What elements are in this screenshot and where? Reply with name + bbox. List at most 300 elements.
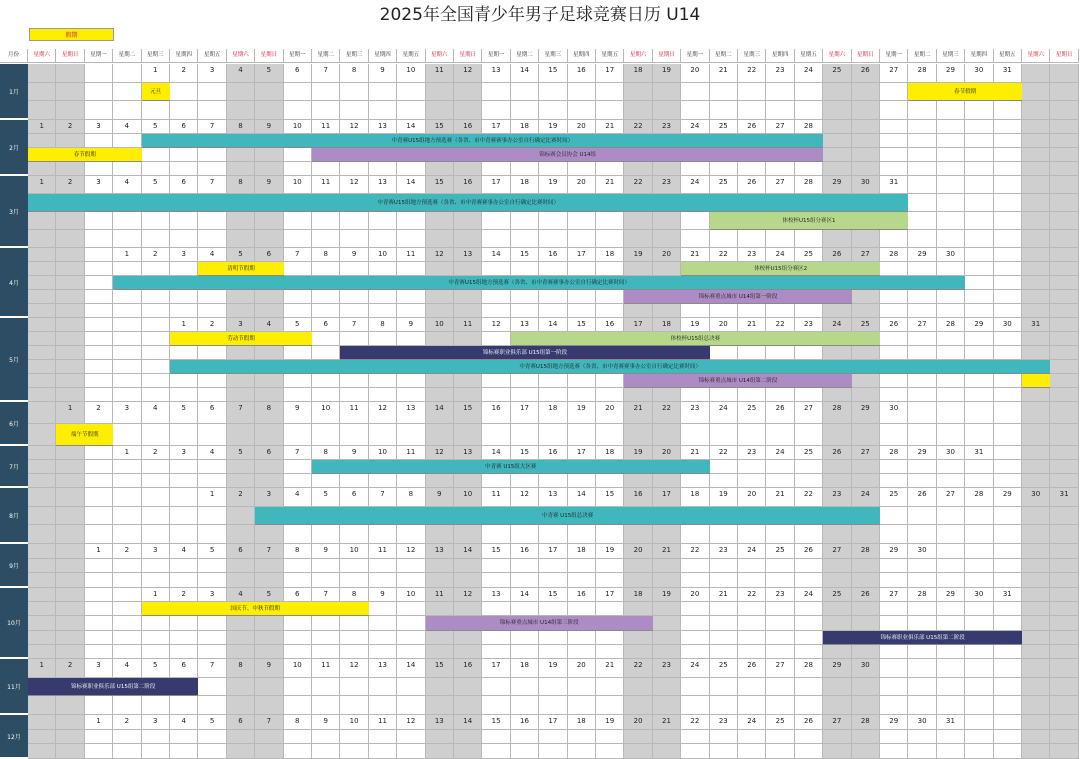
- grid-cell: [681, 645, 709, 659]
- grid-cell: [369, 83, 397, 102]
- grid-cell: [880, 388, 908, 402]
- grid-cell: [198, 212, 226, 230]
- day-cell: 4: [198, 446, 226, 460]
- day-cell: 19: [596, 715, 624, 730]
- day-cell: 29: [937, 64, 965, 83]
- grid-cell: [568, 474, 596, 488]
- grid-cell: [511, 424, 539, 446]
- grid-cell: [340, 631, 368, 645]
- grid-cell: [653, 304, 681, 318]
- grid-cell: [227, 744, 255, 759]
- grid-cell: [908, 602, 936, 616]
- grid-cell: [965, 230, 993, 248]
- grid-cell: [28, 402, 56, 424]
- day-cell: 6: [227, 715, 255, 730]
- grid-cell: [56, 744, 84, 759]
- event-bar: 中青赛U15组地方预选赛（各省、市中青赛赛事办公室自行确定比赛时间）: [142, 134, 824, 148]
- grid-cell: [908, 525, 936, 544]
- grid-cell: [568, 388, 596, 402]
- grid-cell: [965, 194, 993, 212]
- grid-cell: [369, 696, 397, 715]
- grid-cell: [397, 162, 425, 176]
- grid-cell: [738, 83, 766, 102]
- grid-cell: [539, 162, 567, 176]
- day-cell: 29: [937, 588, 965, 602]
- grid-cell: [852, 101, 880, 120]
- grid-cell: [454, 212, 482, 230]
- day-cell: 26: [852, 64, 880, 83]
- event-bar: 劳动节假期: [170, 332, 312, 346]
- day-cell: 8: [340, 64, 368, 83]
- grid-cell: [994, 715, 1022, 730]
- grid-cell: [937, 616, 965, 630]
- grid-cell: [908, 559, 936, 574]
- weekday-header: 星期日: [1050, 49, 1078, 63]
- day-cell: 1: [28, 176, 56, 194]
- grid-cell: [426, 304, 454, 318]
- grid-cell: [994, 276, 1022, 290]
- grid-cell: [340, 696, 368, 715]
- event-bar: 清明节假期: [198, 262, 283, 276]
- grid-cell: [937, 176, 965, 194]
- grid-cell: [397, 262, 425, 276]
- grid-cell: [511, 290, 539, 304]
- grid-cell: [624, 678, 652, 697]
- grid-cell: [454, 645, 482, 659]
- grid-cell: [880, 659, 908, 678]
- grid-cell: [397, 645, 425, 659]
- grid-cell: [56, 525, 84, 544]
- day-cell: 9: [284, 402, 312, 424]
- grid-cell: [511, 304, 539, 318]
- grid-cell: [908, 744, 936, 759]
- grid-cell: [823, 230, 851, 248]
- day-cell: 2: [170, 588, 198, 602]
- day-cell: 29: [994, 488, 1022, 507]
- grid-cell: [369, 388, 397, 402]
- grid-cell: [766, 304, 794, 318]
- grid-cell: [766, 696, 794, 715]
- day-cell: 23: [681, 402, 709, 424]
- grid-cell: [568, 744, 596, 759]
- day-cell: 25: [710, 120, 738, 134]
- grid-cell: [994, 616, 1022, 630]
- grid-cell: [369, 631, 397, 645]
- grid-cell: [227, 645, 255, 659]
- grid-cell: [653, 645, 681, 659]
- day-cell: 25: [766, 544, 794, 559]
- grid-cell: [1050, 262, 1078, 276]
- grid-cell: [1022, 162, 1050, 176]
- grid-cell: [1050, 162, 1078, 176]
- day-cell: 7: [284, 446, 312, 460]
- grid-cell: [795, 474, 823, 488]
- grid-cell: [284, 304, 312, 318]
- grid-cell: [56, 101, 84, 120]
- grid-cell: [284, 290, 312, 304]
- grid-cell: [823, 120, 851, 134]
- day-cell: 4: [227, 64, 255, 83]
- grid-cell: [255, 290, 283, 304]
- grid-cell: [511, 101, 539, 120]
- grid-cell: [766, 388, 794, 402]
- day-cell: 7: [312, 588, 340, 602]
- grid-cell: [142, 346, 170, 360]
- grid-cell: [994, 645, 1022, 659]
- day-cell: 14: [511, 588, 539, 602]
- day-cell: 29: [880, 715, 908, 730]
- weekday-header: 星期一: [85, 49, 113, 63]
- grid-cell: [85, 248, 113, 262]
- weekday-header: 星期六: [624, 49, 652, 63]
- day-cell: 12: [340, 176, 368, 194]
- grid-cell: [624, 83, 652, 102]
- day-cell: 9: [255, 120, 283, 134]
- month-label: 6月: [0, 402, 28, 446]
- grid-cell: [568, 424, 596, 446]
- grid-cell: [823, 696, 851, 715]
- grid-cell: [198, 678, 226, 697]
- grid-cell: [426, 332, 454, 346]
- grid-cell: [1050, 696, 1078, 715]
- grid-cell: [1022, 715, 1050, 730]
- grid-cell: [284, 162, 312, 176]
- grid-cell: [454, 83, 482, 102]
- weekday-header: 星期五: [198, 49, 226, 63]
- day-cell: 29: [965, 318, 993, 332]
- grid-cell: [426, 424, 454, 446]
- grid-cell: [852, 460, 880, 474]
- day-cell: 16: [454, 176, 482, 194]
- grid-cell: [852, 730, 880, 745]
- grid-cell: [312, 388, 340, 402]
- day-cell: 15: [539, 588, 567, 602]
- grid-cell: [482, 304, 510, 318]
- day-cell: 2: [170, 64, 198, 83]
- grid-cell: [738, 645, 766, 659]
- day-cell: 26: [738, 659, 766, 678]
- grid-cell: [284, 744, 312, 759]
- grid-cell: [823, 645, 851, 659]
- day-cell: 27: [766, 176, 794, 194]
- grid-cell: [596, 374, 624, 388]
- grid-cell: [880, 474, 908, 488]
- day-cell: 5: [255, 588, 283, 602]
- grid-cell: [624, 424, 652, 446]
- grid-cell: [596, 388, 624, 402]
- grid-cell: [965, 374, 993, 388]
- day-cell: 5: [284, 318, 312, 332]
- grid-cell: [454, 678, 482, 697]
- grid-cell: [227, 230, 255, 248]
- grid-cell: [142, 744, 170, 759]
- month-label: 3月: [0, 176, 28, 248]
- day-cell: 21: [596, 659, 624, 678]
- grid-cell: [340, 559, 368, 574]
- grid-cell: [85, 507, 113, 526]
- event-bar: 春节假期: [28, 148, 142, 162]
- day-cell: 2: [198, 318, 226, 332]
- grid-cell: [823, 388, 851, 402]
- grid-cell: [28, 744, 56, 759]
- grid-cell: [170, 573, 198, 588]
- day-cell: 11: [312, 176, 340, 194]
- day-cell: 3: [113, 402, 141, 424]
- grid-cell: [568, 230, 596, 248]
- day-cell: 18: [568, 715, 596, 730]
- day-cell: 19: [539, 659, 567, 678]
- day-cell: 30: [965, 588, 993, 602]
- grid-cell: [284, 148, 312, 162]
- grid-cell: [852, 134, 880, 148]
- weekday-header: 星期六: [426, 49, 454, 63]
- event-bar: 元旦: [142, 83, 170, 102]
- grid-cell: [56, 212, 84, 230]
- grid-cell: [454, 388, 482, 402]
- grid-cell: [965, 388, 993, 402]
- day-cell: 19: [653, 588, 681, 602]
- grid-cell: [56, 346, 84, 360]
- grid-cell: [852, 290, 880, 304]
- month-label: 9月: [0, 544, 28, 588]
- day-cell: 1: [142, 64, 170, 83]
- day-cell: 7: [312, 64, 340, 83]
- day-cell: 5: [142, 659, 170, 678]
- day-cell: 2: [142, 248, 170, 262]
- day-cell: 25: [710, 659, 738, 678]
- grid-cell: [511, 162, 539, 176]
- day-cell: 27: [795, 402, 823, 424]
- grid-cell: [142, 616, 170, 630]
- grid-cell: [56, 631, 84, 645]
- grid-cell: [852, 645, 880, 659]
- grid-cell: [596, 730, 624, 745]
- grid-cell: [738, 230, 766, 248]
- grid-cell: [965, 573, 993, 588]
- grid-cell: [880, 616, 908, 630]
- grid-cell: [227, 388, 255, 402]
- grid-cell: [994, 212, 1022, 230]
- grid-cell: [596, 304, 624, 318]
- grid-cell: [511, 230, 539, 248]
- grid-cell: [880, 134, 908, 148]
- day-cell: 28: [908, 588, 936, 602]
- grid-cell: [511, 374, 539, 388]
- grid-cell: [937, 525, 965, 544]
- grid-cell: [1050, 360, 1078, 374]
- day-cell: 22: [795, 488, 823, 507]
- day-cell: 16: [511, 544, 539, 559]
- day-cell: 15: [426, 659, 454, 678]
- grid-cell: [823, 678, 851, 697]
- grid-cell: [340, 374, 368, 388]
- grid-cell: [113, 346, 141, 360]
- day-cell: 23: [710, 715, 738, 730]
- day-cell: 5: [227, 446, 255, 460]
- day-cell: 24: [710, 402, 738, 424]
- grid-cell: [454, 101, 482, 120]
- grid-cell: [1022, 507, 1050, 526]
- grid-cell: [1022, 230, 1050, 248]
- grid-cell: [113, 744, 141, 759]
- grid-cell: [624, 304, 652, 318]
- day-cell: 18: [539, 402, 567, 424]
- grid-cell: [766, 101, 794, 120]
- grid-cell: [454, 525, 482, 544]
- grid-cell: [710, 474, 738, 488]
- grid-cell: [681, 730, 709, 745]
- grid-cell: [1050, 346, 1078, 360]
- grid-cell: [965, 678, 993, 697]
- grid-cell: [85, 374, 113, 388]
- grid-cell: [710, 304, 738, 318]
- day-cell: 17: [568, 248, 596, 262]
- grid-cell: [142, 460, 170, 474]
- grid-cell: [568, 304, 596, 318]
- grid-cell: [397, 304, 425, 318]
- grid-cell: [284, 631, 312, 645]
- grid-cell: [397, 744, 425, 759]
- grid-cell: [227, 83, 255, 102]
- grid-cell: [340, 230, 368, 248]
- weekday-header: 星期一: [880, 49, 908, 63]
- grid-cell: [56, 730, 84, 745]
- day-cell: 20: [681, 64, 709, 83]
- grid-cell: [908, 134, 936, 148]
- event-bar: 体校杯U15组总决赛: [511, 332, 880, 346]
- grid-cell: [880, 304, 908, 318]
- grid-cell: [994, 304, 1022, 318]
- day-cell: 3: [142, 715, 170, 730]
- day-cell: 4: [142, 402, 170, 424]
- grid-cell: [255, 696, 283, 715]
- month-label: 10月: [0, 588, 28, 659]
- day-cell: 26: [766, 402, 794, 424]
- grid-cell: [937, 678, 965, 697]
- grid-cell: [369, 559, 397, 574]
- grid-cell: [1022, 474, 1050, 488]
- grid-cell: [170, 616, 198, 630]
- month-label: 5月: [0, 318, 28, 402]
- grid-cell: [965, 744, 993, 759]
- grid-cell: [198, 696, 226, 715]
- grid-cell: [937, 262, 965, 276]
- grid-cell: [539, 388, 567, 402]
- day-cell: 11: [369, 544, 397, 559]
- grid-cell: [142, 645, 170, 659]
- grid-cell: [568, 290, 596, 304]
- event-bar: 中青赛U15组地方预选赛（各省、市中青赛赛事办公室自行确定比赛时间）: [113, 276, 965, 290]
- grid-cell: [454, 332, 482, 346]
- day-cell: 23: [766, 588, 794, 602]
- day-cell: 14: [454, 715, 482, 730]
- grid-cell: [142, 573, 170, 588]
- day-cell: 23: [710, 544, 738, 559]
- day-cell: 22: [653, 402, 681, 424]
- grid-cell: [1050, 134, 1078, 148]
- grid-cell: [227, 148, 255, 162]
- grid-cell: [795, 230, 823, 248]
- grid-cell: [397, 559, 425, 574]
- grid-cell: [823, 616, 851, 630]
- day-cell: 29: [823, 176, 851, 194]
- grid-cell: [994, 659, 1022, 678]
- day-cell: 22: [681, 715, 709, 730]
- day-cell: 23: [795, 318, 823, 332]
- day-cell: 21: [653, 715, 681, 730]
- grid-cell: [198, 573, 226, 588]
- day-cell: 20: [681, 588, 709, 602]
- grid-cell: [56, 64, 84, 83]
- grid-cell: [198, 101, 226, 120]
- grid-cell: [965, 148, 993, 162]
- grid-cell: [624, 730, 652, 745]
- grid-cell: [539, 696, 567, 715]
- grid-cell: [28, 424, 56, 446]
- grid-cell: [738, 602, 766, 616]
- grid-cell: [1022, 290, 1050, 304]
- grid-cell: [852, 616, 880, 630]
- day-cell: 17: [568, 446, 596, 460]
- grid-cell: [823, 602, 851, 616]
- grid-cell: [28, 460, 56, 474]
- day-cell: 1: [85, 715, 113, 730]
- grid-cell: [1022, 176, 1050, 194]
- grid-cell: [937, 460, 965, 474]
- grid-cell: [653, 212, 681, 230]
- grid-cell: [1050, 446, 1078, 460]
- grid-cell: [426, 262, 454, 276]
- grid-cell: [142, 631, 170, 645]
- grid-cell: [426, 474, 454, 488]
- day-cell: 13: [454, 248, 482, 262]
- grid-cell: [340, 162, 368, 176]
- grid-cell: [198, 474, 226, 488]
- grid-cell: [766, 645, 794, 659]
- grid-cell: [795, 602, 823, 616]
- grid-cell: [880, 83, 908, 102]
- event-bar: 体校杯U15组分赛区1: [710, 212, 909, 230]
- grid-cell: [198, 559, 226, 574]
- grid-cell: [994, 507, 1022, 526]
- grid-cell: [965, 730, 993, 745]
- grid-cell: [284, 645, 312, 659]
- day-cell: 1: [28, 120, 56, 134]
- day-cell: 5: [227, 248, 255, 262]
- grid-cell: [852, 304, 880, 318]
- grid-cell: [880, 120, 908, 134]
- day-cell: 21: [681, 446, 709, 460]
- weekday-header: 星期二: [312, 49, 340, 63]
- grid-cell: [85, 83, 113, 102]
- day-cell: 23: [653, 659, 681, 678]
- grid-cell: [681, 602, 709, 616]
- grid-cell: [198, 744, 226, 759]
- grid-cell: [937, 332, 965, 346]
- day-cell: 13: [369, 120, 397, 134]
- grid-cell: [170, 101, 198, 120]
- day-cell: 17: [539, 715, 567, 730]
- grid-cell: [539, 678, 567, 697]
- grid-cell: [255, 388, 283, 402]
- grid-cell: [596, 290, 624, 304]
- grid-cell: [965, 715, 993, 730]
- grid-cell: [852, 525, 880, 544]
- day-cell: 8: [227, 120, 255, 134]
- grid-cell: [113, 616, 141, 630]
- grid-cell: [710, 678, 738, 697]
- grid-cell: [227, 101, 255, 120]
